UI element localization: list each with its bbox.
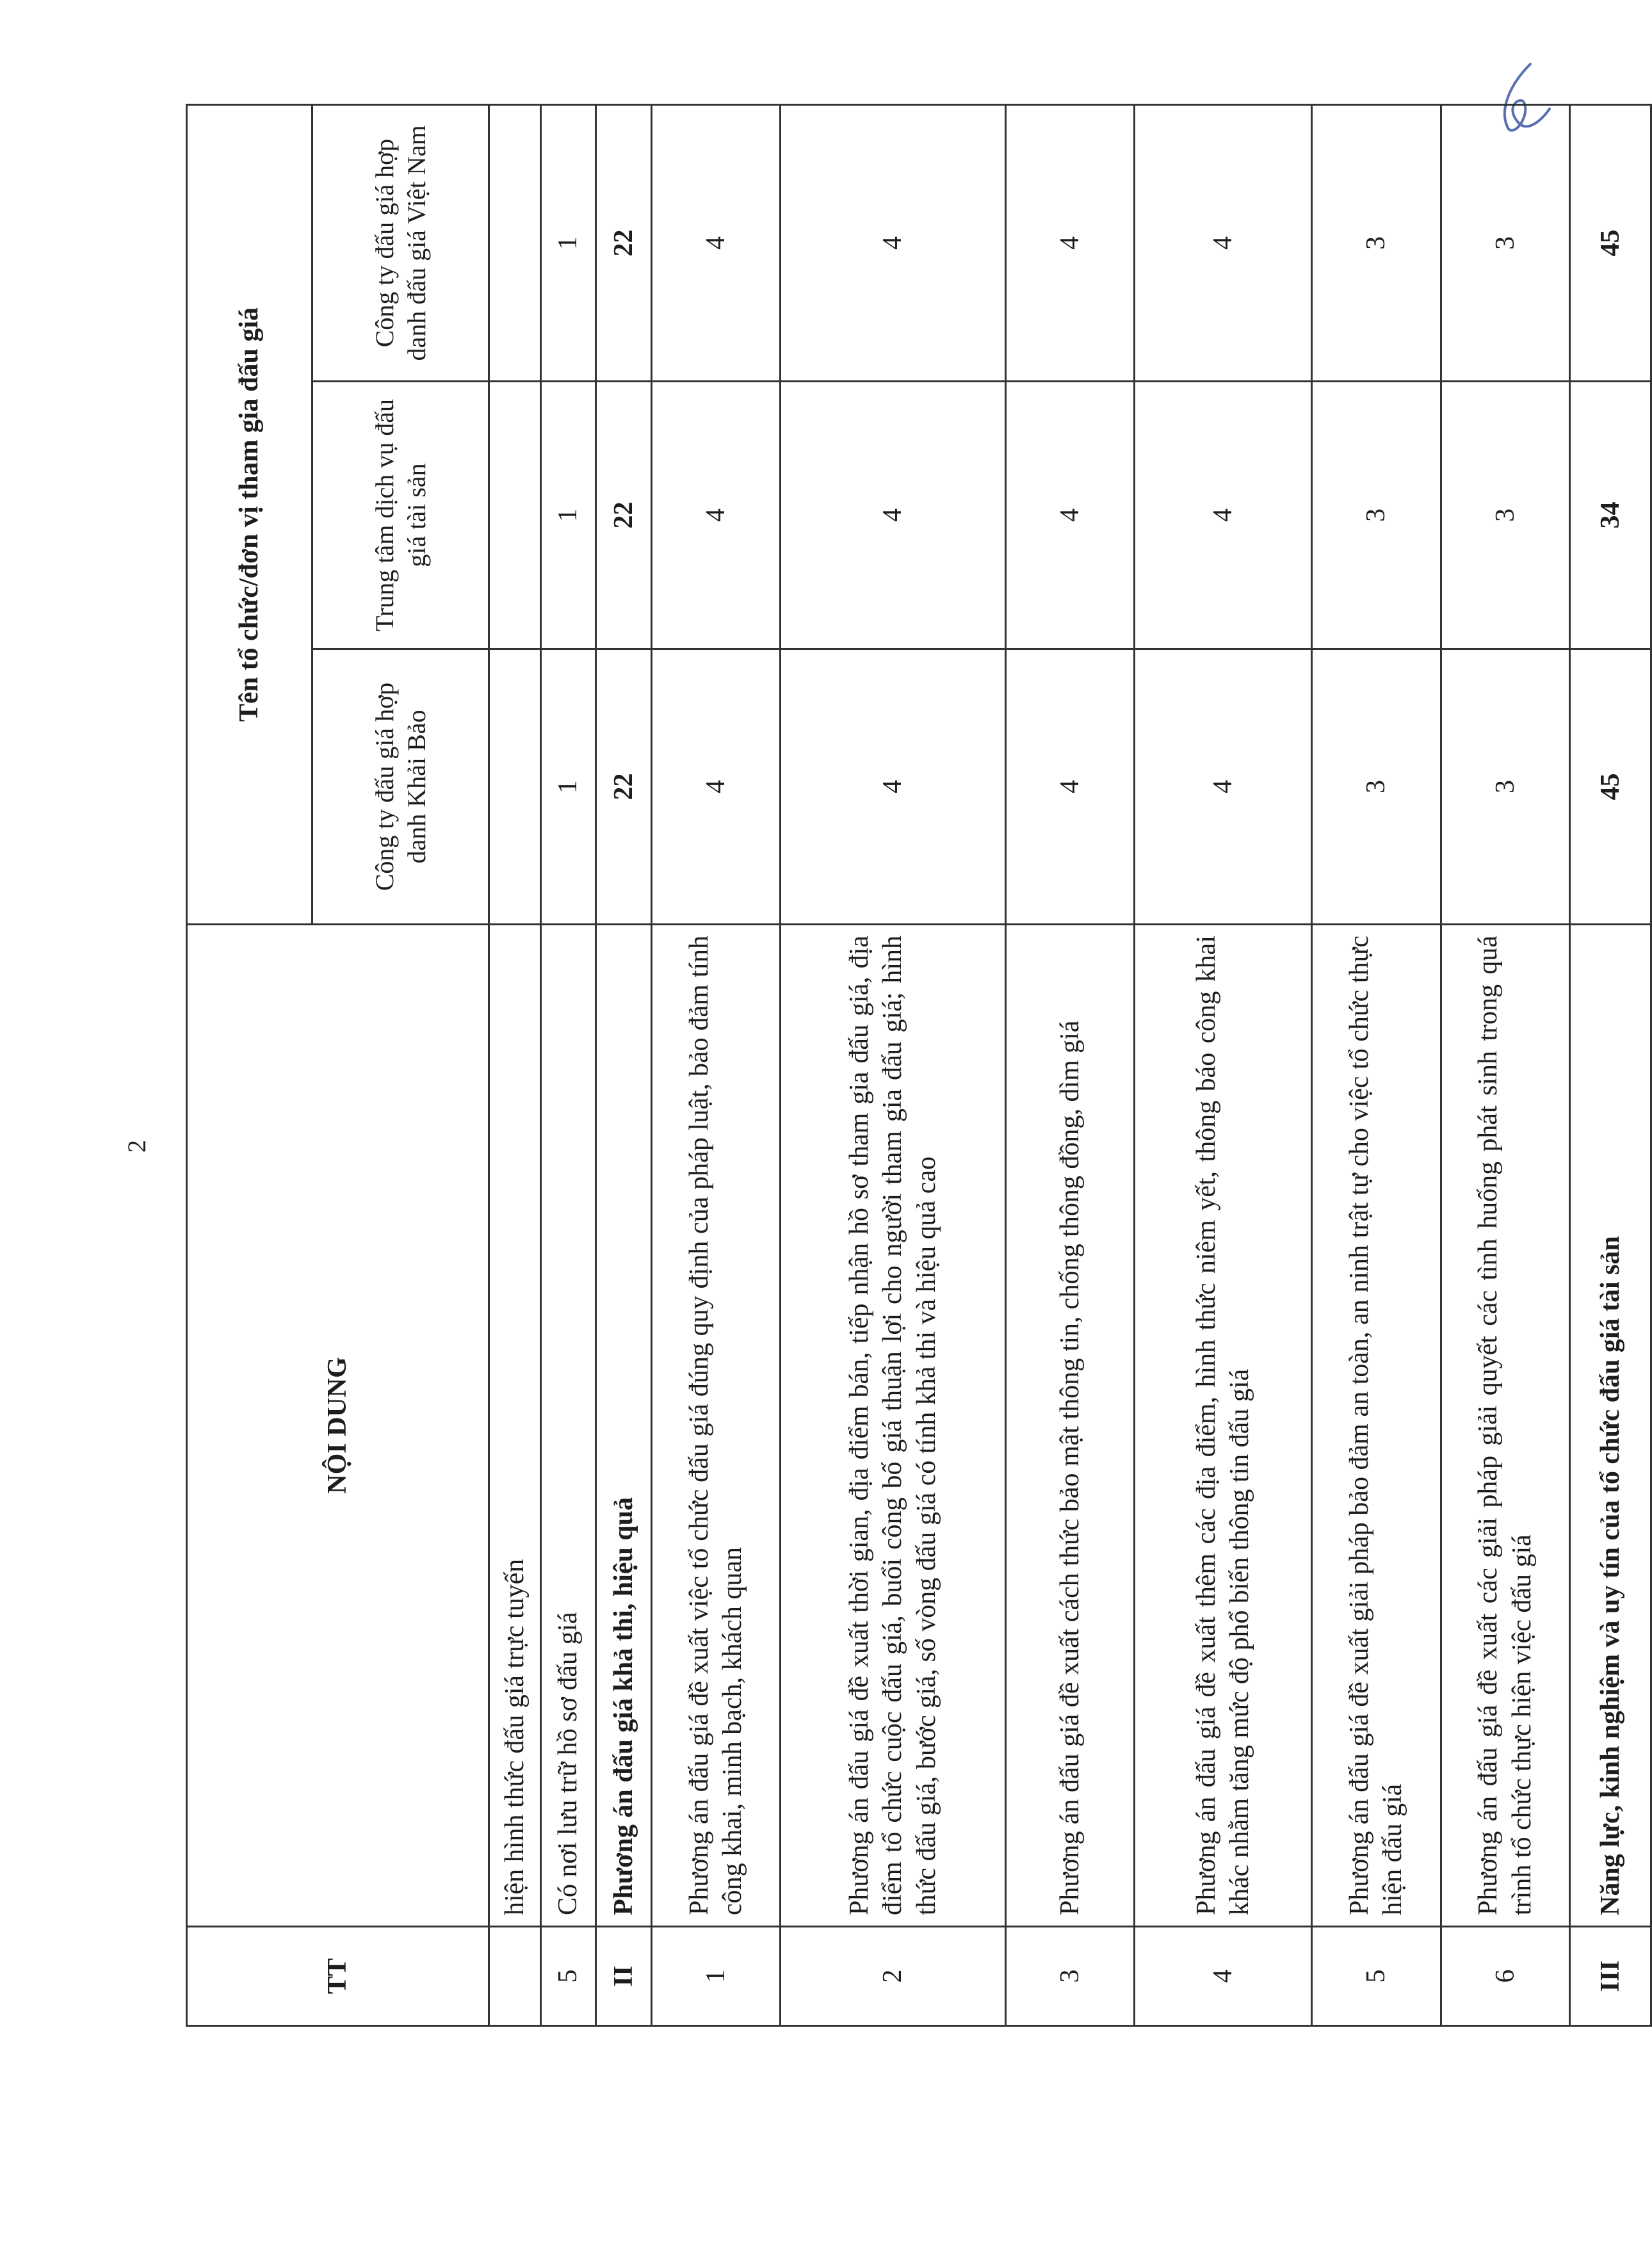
row-tt: II — [596, 1927, 651, 2026]
row-score-org1: 45 — [1570, 649, 1651, 925]
row-score-org3: 4 — [1135, 104, 1312, 381]
row-score-org3: 4 — [651, 104, 781, 381]
row-content: Phương án đấu giá đề xuất thời gian, địa điểm bán, tiếp nhận hồ sơ tham gia đấu giá, địa điểm tổ chức cuộc đấu giá, buổi công bố giá thuận lợi cho người tham gia đấu giá; hình thức đấu giá, bước giá, số vòng đấu giá có tính khả thi và hiệu quả cao — [781, 925, 1005, 1927]
row-content: Phương án đấu giá đề xuất giải pháp bảo đảm an toàn, an ninh trật tự cho việc tổ chức thực hiện đấu giá — [1311, 925, 1441, 1927]
row-score-org1: 1 — [541, 649, 596, 925]
table-row — [1441, 104, 1570, 2025]
row-content: Phương án đấu giá đề xuất cách thức bảo mật thông tin, chống thông đồng, dìm giá — [1005, 925, 1135, 1927]
row-score-org2: 4 — [781, 382, 1005, 649]
row-score-org1: 3 — [1441, 649, 1570, 925]
row-score-org2 — [489, 382, 541, 649]
row-tt: 3 — [1005, 1927, 1135, 2026]
row-score-org3 — [489, 104, 541, 381]
row-score-org1: 4 — [1135, 649, 1312, 925]
row-tt — [489, 1927, 541, 2026]
row-score-org1: 4 — [781, 649, 1005, 925]
row-tt: 1 — [651, 1927, 781, 2026]
scoring-table — [186, 104, 1652, 2027]
row-content: hiện hình thức đấu giá trực tuyến — [489, 925, 541, 1927]
row-score-org2: 4 — [651, 382, 781, 649]
row-score-org2: 22 — [596, 382, 651, 649]
row-content: Có nơi lưu trữ hồ sơ đấu giá — [541, 925, 596, 1927]
row-content: Phương án đấu giá đề xuất việc tổ chức đấu giá đúng quy định của pháp luật, bảo đảm tính công khai, minh bạch, khách quan — [651, 925, 781, 1927]
row-score-org2: 34 — [1570, 382, 1651, 649]
header-org-group: Tên tổ chức/đơn vị tham gia đấu giá — [187, 104, 312, 924]
header-org-trung-tam: Trung tâm dịch vụ đấu giá tài sản — [312, 382, 489, 649]
row-score-org3: 45 — [1570, 104, 1651, 381]
row-score-org2: 4 — [1005, 382, 1135, 649]
row-score-org1 — [489, 649, 541, 925]
row-score-org1: 4 — [1005, 649, 1135, 925]
table-row — [781, 104, 1005, 2025]
rotated-table-container — [186, 106, 1652, 2027]
row-tt: 5 — [1311, 1927, 1441, 2026]
header-row-group — [187, 104, 312, 2025]
row-score-org2: 3 — [1441, 382, 1570, 649]
row-tt: 4 — [1135, 1927, 1312, 2026]
row-score-org2: 4 — [1135, 382, 1312, 649]
table-row — [1311, 104, 1441, 2025]
header-org-viet-nam: Công ty đấu giá hợp danh đấu giá Việt Nam — [312, 104, 489, 381]
row-score-org2: 3 — [1311, 382, 1441, 649]
page-number: 2 — [122, 1140, 151, 1153]
header-content: NỘI DUNG — [187, 925, 489, 1927]
row-tt: 5 — [541, 1927, 596, 2026]
row-score-org3: 4 — [1005, 104, 1135, 381]
row-score-org2: 1 — [541, 382, 596, 649]
row-score-org1: 3 — [1311, 649, 1441, 925]
table-row — [489, 104, 541, 2025]
row-score-org3: 4 — [781, 104, 1005, 381]
row-content: Phương án đấu giá đề xuất thêm các địa điểm, hình thức niêm yết, thông báo công khai khác nhằm tăng mức độ phổ biến thông tin đấu giá — [1135, 925, 1312, 1927]
row-score-org1: 4 — [651, 649, 781, 925]
row-content: Năng lực, kinh nghiệm và uy tín của tổ chức đấu giá tài sản — [1570, 925, 1651, 1927]
row-tt: 6 — [1441, 1927, 1570, 2026]
row-score-org3: 3 — [1311, 104, 1441, 381]
table-row-section — [596, 104, 651, 2025]
table-row — [651, 104, 781, 2025]
row-content: Phương án đấu giá đề xuất các giải pháp giải quyết các tình huống phát sinh trong quá trình tổ chức thực hiện việc đấu giá — [1441, 925, 1570, 1927]
header-tt: TT — [187, 1927, 489, 2026]
row-score-org3: 3 — [1441, 104, 1570, 381]
row-content: Phương án đấu giá khả thi, hiệu quả — [596, 925, 651, 1927]
row-tt: III — [1570, 1927, 1651, 2026]
row-tt: 2 — [781, 1927, 1005, 2026]
row-score-org1: 22 — [596, 649, 651, 925]
table-row — [1135, 104, 1312, 2025]
table-row — [1005, 104, 1135, 2025]
header-org-khai-bao: Công ty đấu giá hợp danh Khải Bảo — [312, 649, 489, 925]
table-row — [541, 104, 596, 2025]
row-score-org3: 1 — [541, 104, 596, 381]
table-row-section — [1570, 104, 1651, 2025]
row-score-org3: 22 — [596, 104, 651, 381]
